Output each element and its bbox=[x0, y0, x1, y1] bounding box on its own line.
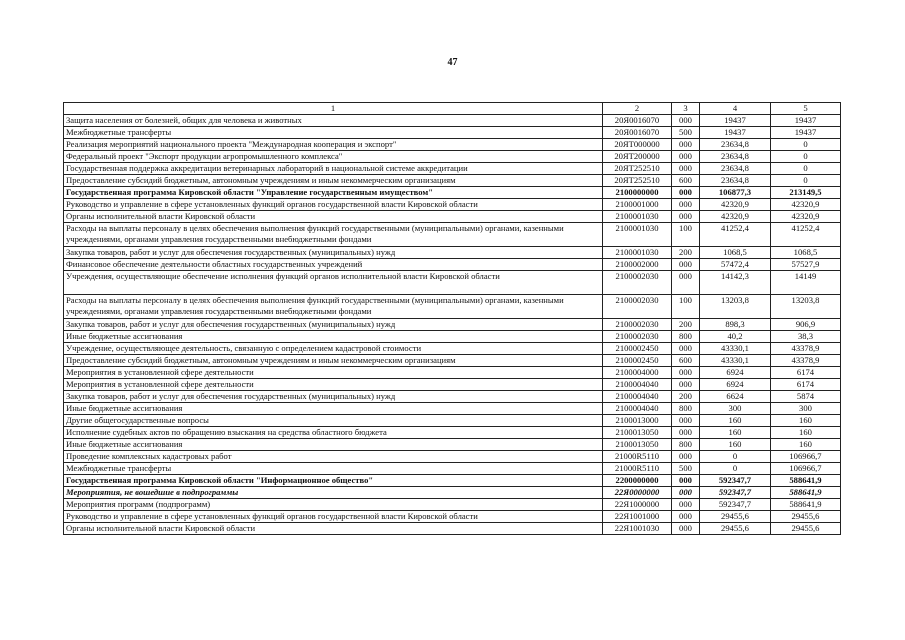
table-row bbox=[64, 211, 841, 223]
row-value-1-cell: 23634,8 bbox=[700, 175, 771, 187]
row-code-cell: 22Я1001030 bbox=[603, 523, 672, 535]
table-row bbox=[64, 439, 841, 451]
row-value-1-cell: 19437 bbox=[700, 115, 771, 127]
row-value-2-cell: 29455,6 bbox=[771, 511, 841, 523]
row-type-cell: 000 bbox=[672, 451, 700, 463]
row-type-cell: 200 bbox=[672, 391, 700, 403]
row-value-1-cell: 160 bbox=[700, 439, 771, 451]
row-value-1-cell: 41252,4 bbox=[700, 223, 771, 247]
table-row bbox=[64, 487, 841, 499]
row-value-1-cell: 14142,3 bbox=[700, 271, 771, 295]
row-name-cell: Государственная поддержка аккредитации ветеринарных лабораторий в национальной системе аккредитации bbox=[64, 163, 603, 175]
table-row bbox=[64, 151, 841, 163]
row-code-cell: 2100002030 bbox=[603, 331, 672, 343]
table-row bbox=[64, 295, 841, 319]
row-code-cell: 2100001000 bbox=[603, 199, 672, 211]
table-row bbox=[64, 475, 841, 487]
page-number: 47 bbox=[447, 57, 458, 68]
row-value-1-cell: 160 bbox=[700, 415, 771, 427]
row-name-cell: Другие общегосударственные вопросы bbox=[64, 415, 603, 427]
table-row bbox=[64, 523, 841, 535]
row-value-1-cell: 23634,8 bbox=[700, 163, 771, 175]
row-value-1-cell: 23634,8 bbox=[700, 139, 771, 151]
row-value-2-cell: 6174 bbox=[771, 379, 841, 391]
row-type-cell: 600 bbox=[672, 175, 700, 187]
table-row bbox=[64, 331, 841, 343]
row-value-2-cell: 0 bbox=[771, 175, 841, 187]
row-value-1-cell: 40,2 bbox=[700, 331, 771, 343]
row-value-1-cell: 19437 bbox=[700, 127, 771, 139]
row-name-cell: Государственная программа Кировской области "Управление государственным имуществом" bbox=[64, 187, 603, 199]
row-code-cell: 2100004040 bbox=[603, 379, 672, 391]
row-type-cell: 100 bbox=[672, 295, 700, 319]
row-value-1-cell: 42320,9 bbox=[700, 199, 771, 211]
row-value-2-cell: 160 bbox=[771, 415, 841, 427]
table-row bbox=[64, 115, 841, 127]
table-row bbox=[64, 271, 841, 295]
row-name-cell: Межбюджетные трансферты bbox=[64, 463, 603, 475]
row-type-cell: 000 bbox=[672, 271, 700, 295]
row-name-cell: Реализация мероприятий национального проекта "Международная кооперация и экспорт" bbox=[64, 139, 603, 151]
row-type-cell: 100 bbox=[672, 223, 700, 247]
row-value-2-cell: 19437 bbox=[771, 127, 841, 139]
row-code-cell: 2100002030 bbox=[603, 319, 672, 331]
row-code-cell: 2100001030 bbox=[603, 247, 672, 259]
row-code-cell: 2100013050 bbox=[603, 439, 672, 451]
row-code-cell: 2200000000 bbox=[603, 475, 672, 487]
table-row bbox=[64, 175, 841, 187]
row-code-cell: 2100004040 bbox=[603, 391, 672, 403]
row-code-cell: 2100004000 bbox=[603, 367, 672, 379]
row-code-cell: 20ЯТ252510 bbox=[603, 163, 672, 175]
row-value-2-cell: 906,9 bbox=[771, 319, 841, 331]
row-value-1-cell: 13203,8 bbox=[700, 295, 771, 319]
row-code-cell: 20ЯТ200000 bbox=[603, 151, 672, 163]
row-type-cell: 000 bbox=[672, 163, 700, 175]
table-row bbox=[64, 403, 841, 415]
row-type-cell: 800 bbox=[672, 331, 700, 343]
row-type-cell: 800 bbox=[672, 403, 700, 415]
row-value-2-cell: 5874 bbox=[771, 391, 841, 403]
row-type-cell: 500 bbox=[672, 463, 700, 475]
row-value-1-cell: 57472,4 bbox=[700, 259, 771, 271]
row-name-cell: Предоставление субсидий бюджетным, автономным учреждениям и иным некоммерческим организациям bbox=[64, 355, 603, 367]
row-value-2-cell: 43378,9 bbox=[771, 343, 841, 355]
row-code-cell: 20ЯТ000000 bbox=[603, 139, 672, 151]
row-name-cell: Государственная программа Кировской области "Информационное общество" bbox=[64, 475, 603, 487]
row-value-1-cell: 106877,3 bbox=[700, 187, 771, 199]
row-value-2-cell: 14149 bbox=[771, 271, 841, 295]
table-row bbox=[64, 379, 841, 391]
row-code-cell: 2100004040 bbox=[603, 403, 672, 415]
table-row bbox=[64, 319, 841, 331]
row-type-cell: 000 bbox=[672, 379, 700, 391]
row-type-cell: 500 bbox=[672, 127, 700, 139]
row-value-1-cell: 0 bbox=[700, 463, 771, 475]
row-name-cell: Исполнение судебных актов по обращению взыскания на средства областного бюджета bbox=[64, 427, 603, 439]
row-code-cell: 21000R5110 bbox=[603, 451, 672, 463]
row-value-1-cell: 29455,6 bbox=[700, 511, 771, 523]
row-value-1-cell: 0 bbox=[700, 451, 771, 463]
row-name-cell: Учреждения, осуществляющие обеспечение исполнения функций органов исполнительной власти Кировской области bbox=[64, 271, 603, 295]
row-type-cell: 000 bbox=[672, 211, 700, 223]
row-type-cell: 000 bbox=[672, 427, 700, 439]
row-value-2-cell: 106966,7 bbox=[771, 463, 841, 475]
row-name-cell: Предоставление субсидий бюджетным, автономным учреждениям и иным некоммерческим организациям bbox=[64, 175, 603, 187]
row-value-2-cell: 6174 bbox=[771, 367, 841, 379]
row-name-cell: Расходы на выплаты персоналу в целях обеспечения выполнения функций государственными (муниципальными) органами, казенными учреждениями, органами управления государственными внебюджетными фондами bbox=[64, 295, 603, 319]
row-code-cell: 22Я0000000 bbox=[603, 487, 672, 499]
table-row bbox=[64, 451, 841, 463]
header-cell-code: 2 bbox=[603, 103, 672, 115]
row-value-2-cell: 13203,8 bbox=[771, 295, 841, 319]
row-name-cell: Закупка товаров, работ и услуг для обеспечения государственных (муниципальных) нужд bbox=[64, 391, 603, 403]
row-name-cell: Учреждение, осуществляющее деятельность, связанную с определением кадастровой стоимости bbox=[64, 343, 603, 355]
row-value-2-cell: 1068,5 bbox=[771, 247, 841, 259]
row-type-cell: 000 bbox=[672, 115, 700, 127]
row-value-1-cell: 300 bbox=[700, 403, 771, 415]
row-name-cell: Проведение комплексных кадастровых работ bbox=[64, 451, 603, 463]
table-row bbox=[64, 367, 841, 379]
row-value-2-cell: 588641,9 bbox=[771, 475, 841, 487]
row-value-2-cell: 42320,9 bbox=[771, 199, 841, 211]
row-name-cell: Мероприятия, не вошедшие в подпрограммы bbox=[64, 487, 603, 499]
row-code-cell: 20ЯТ252510 bbox=[603, 175, 672, 187]
table-row bbox=[64, 163, 841, 175]
row-value-2-cell: 588641,9 bbox=[771, 499, 841, 511]
row-type-cell: 000 bbox=[672, 499, 700, 511]
row-type-cell: 600 bbox=[672, 355, 700, 367]
row-code-cell: 2100002000 bbox=[603, 259, 672, 271]
row-code-cell: 2100001030 bbox=[603, 211, 672, 223]
row-code-cell: 2100002450 bbox=[603, 355, 672, 367]
row-type-cell: 000 bbox=[672, 523, 700, 535]
row-code-cell: 22Я1001000 bbox=[603, 511, 672, 523]
row-name-cell: Руководство и управление в сфере установленных функций органов государственной власти Кировской области bbox=[64, 511, 603, 523]
row-code-cell: 2100013050 bbox=[603, 427, 672, 439]
row-type-cell: 000 bbox=[672, 487, 700, 499]
table-row bbox=[64, 499, 841, 511]
table-row bbox=[64, 343, 841, 355]
row-value-2-cell: 106966,7 bbox=[771, 451, 841, 463]
row-name-cell: Органы исполнительной власти Кировской области bbox=[64, 523, 603, 535]
row-value-2-cell: 0 bbox=[771, 139, 841, 151]
table-row bbox=[64, 463, 841, 475]
row-type-cell: 000 bbox=[672, 415, 700, 427]
row-code-cell: 20Я0016070 bbox=[603, 127, 672, 139]
table-row bbox=[64, 247, 841, 259]
row-value-2-cell: 29455,6 bbox=[771, 523, 841, 535]
row-type-cell: 200 bbox=[672, 319, 700, 331]
table-row bbox=[64, 223, 841, 247]
table-header-row bbox=[64, 103, 841, 115]
row-value-1-cell: 1068,5 bbox=[700, 247, 771, 259]
row-name-cell: Иные бюджетные ассигнования bbox=[64, 331, 603, 343]
row-type-cell: 000 bbox=[672, 511, 700, 523]
row-value-2-cell: 160 bbox=[771, 439, 841, 451]
row-code-cell: 2100001030 bbox=[603, 223, 672, 247]
row-type-cell: 800 bbox=[672, 439, 700, 451]
row-name-cell: Закупка товаров, работ и услуг для обеспечения государственных (муниципальных) нужд bbox=[64, 247, 603, 259]
row-value-2-cell: 588641,9 bbox=[771, 487, 841, 499]
row-value-1-cell: 6624 bbox=[700, 391, 771, 403]
header-cell-type: 3 bbox=[672, 103, 700, 115]
row-value-1-cell: 6924 bbox=[700, 367, 771, 379]
row-value-2-cell: 19437 bbox=[771, 115, 841, 127]
row-value-2-cell: 41252,4 bbox=[771, 223, 841, 247]
row-type-cell: 000 bbox=[672, 367, 700, 379]
row-name-cell: Мероприятия программ (подпрограмм) bbox=[64, 499, 603, 511]
table-row bbox=[64, 199, 841, 211]
table-row bbox=[64, 187, 841, 199]
budget-table bbox=[63, 102, 841, 535]
table-body bbox=[64, 115, 841, 535]
table-row bbox=[64, 139, 841, 151]
row-value-1-cell: 43330,1 bbox=[700, 355, 771, 367]
row-value-2-cell: 0 bbox=[771, 163, 841, 175]
table-row bbox=[64, 415, 841, 427]
row-value-1-cell: 23634,8 bbox=[700, 151, 771, 163]
row-value-2-cell: 213149,5 bbox=[771, 187, 841, 199]
table-row bbox=[64, 127, 841, 139]
row-code-cell: 20Я0016070 bbox=[603, 115, 672, 127]
header-cell-value-2: 5 bbox=[771, 103, 841, 115]
row-value-1-cell: 592347,7 bbox=[700, 499, 771, 511]
table-row bbox=[64, 259, 841, 271]
row-type-cell: 000 bbox=[672, 343, 700, 355]
row-name-cell: Иные бюджетные ассигнования bbox=[64, 403, 603, 415]
row-type-cell: 000 bbox=[672, 199, 700, 211]
row-name-cell: Финансовое обеспечение деятельности областных государственных учреждений bbox=[64, 259, 603, 271]
row-value-2-cell: 57527,9 bbox=[771, 259, 841, 271]
row-value-1-cell: 160 bbox=[700, 427, 771, 439]
row-name-cell: Межбюджетные трансферты bbox=[64, 127, 603, 139]
row-name-cell: Федеральный проект "Экспорт продукции агропромышленного комплекса" bbox=[64, 151, 603, 163]
row-name-cell: Органы исполнительной власти Кировской области bbox=[64, 211, 603, 223]
row-value-2-cell: 300 bbox=[771, 403, 841, 415]
row-code-cell: 2100002030 bbox=[603, 271, 672, 295]
row-value-1-cell: 43330,1 bbox=[700, 343, 771, 355]
row-type-cell: 000 bbox=[672, 259, 700, 271]
header-cell-name: 1 bbox=[64, 103, 603, 115]
row-value-1-cell: 29455,6 bbox=[700, 523, 771, 535]
row-type-cell: 200 bbox=[672, 247, 700, 259]
row-value-1-cell: 592347,7 bbox=[700, 475, 771, 487]
row-name-cell: Расходы на выплаты персоналу в целях обеспечения выполнения функций государственными (муниципальными) органами, казенными учреждениями, органами управления государственными внебюджетными фондами bbox=[64, 223, 603, 247]
row-name-cell: Иные бюджетные ассигнования bbox=[64, 439, 603, 451]
row-name-cell: Мероприятия в установленной сфере деятельности bbox=[64, 367, 603, 379]
row-type-cell: 000 bbox=[672, 475, 700, 487]
row-value-2-cell: 0 bbox=[771, 151, 841, 163]
row-type-cell: 000 bbox=[672, 187, 700, 199]
row-code-cell: 2100002030 bbox=[603, 295, 672, 319]
table-row bbox=[64, 511, 841, 523]
row-value-2-cell: 38,3 bbox=[771, 331, 841, 343]
row-name-cell: Защита населения от болезней, общих для человека и животных bbox=[64, 115, 603, 127]
row-type-cell: 000 bbox=[672, 151, 700, 163]
row-name-cell: Руководство и управление в сфере установленных функций органов государственной власти Кировской области bbox=[64, 199, 603, 211]
row-value-2-cell: 43378,9 bbox=[771, 355, 841, 367]
row-value-1-cell: 898,3 bbox=[700, 319, 771, 331]
row-code-cell: 2100000000 bbox=[603, 187, 672, 199]
row-code-cell: 2100013000 bbox=[603, 415, 672, 427]
row-value-1-cell: 6924 bbox=[700, 379, 771, 391]
row-type-cell: 000 bbox=[672, 139, 700, 151]
table-row bbox=[64, 391, 841, 403]
row-value-1-cell: 592347,7 bbox=[700, 487, 771, 499]
row-code-cell: 21000R5110 bbox=[603, 463, 672, 475]
table-row bbox=[64, 355, 841, 367]
row-value-2-cell: 160 bbox=[771, 427, 841, 439]
row-value-2-cell: 42320,9 bbox=[771, 211, 841, 223]
row-code-cell: 2100002450 bbox=[603, 343, 672, 355]
table-row bbox=[64, 427, 841, 439]
header-cell-value-1: 4 bbox=[700, 103, 771, 115]
row-code-cell: 22Я1000000 bbox=[603, 499, 672, 511]
row-value-1-cell: 42320,9 bbox=[700, 211, 771, 223]
row-name-cell: Закупка товаров, работ и услуг для обеспечения государственных (муниципальных) нужд bbox=[64, 319, 603, 331]
row-name-cell: Мероприятия в установленной сфере деятельности bbox=[64, 379, 603, 391]
